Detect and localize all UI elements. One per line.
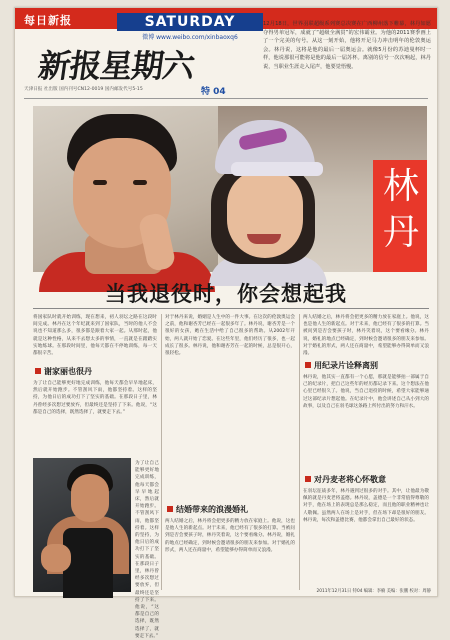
subhead-1-text: 谢家丽也很丹 (44, 367, 92, 376)
newspaper-page (14, 7, 438, 639)
intro-paragraph: 12月18日，世界羽联超级系列赛总决赛在广西柳州落下帷幕，林丹如愿夺得男单冠军，成就了“超级全满贯”的宏伟霸业。为他的2011赛季画上了一个完美的句号。从这一刻开始，他将开足马力冲击明年的伦敦奥运会。林丹说，这将是他的最后一届奥运会。就像5月份的苏迪曼杯时一样，他说那很可能将是他的最后一届苏杯。离别的信号一次次响起，林丹说，当职业生涯走入尾声，他要觉悟慢。 (263, 21, 431, 70)
subhead-4 (305, 474, 386, 485)
article-col3-para2: 林丹说，他其实一直都有一个心愿，那就是能够拍一部属于自己的纪录片，把自己这些年的经历都记录下来。这个想法在他心里已经很久了。他说，当自己退役的时候，希望大家能够通过这部纪录片想起他。在纪录片中，他会讲述自己从小到大的故事，以及自己在羽毛球这条路上所付出的努力和汗水。 (303, 375, 429, 409)
section-label: 特 04 (201, 87, 226, 97)
page-footer: 2011年12月31日 特04 编辑：李楠 美编：张鹏 校对：周静 (316, 589, 431, 594)
bullet-square-icon (167, 506, 173, 512)
saturday-banner: SATURDAY (117, 13, 263, 31)
article-col2-para: 对于林丹来说，婚姻是人生中的一件大事。在这次的伦敦奥运会之前，他和谢杏芳已经在一起很多年了。林丹说，谢杏芳是一个很好的女孩，她在生活中给了自己很多的帮助。从2002年开始，两人就开始了恋爱。在这些年里，他们经历了很多，也一起成长了很多。林丹说，他和谢杏芳在一起的时候，总是很开心，很轻松。 (165, 315, 295, 357)
weibo-url: 微博 www.weibo.com/xinbaoxq6 (142, 34, 238, 41)
subhead-3 (305, 360, 378, 371)
masthead-title: 新报星期六 (36, 47, 197, 85)
column-divider-1 (161, 314, 162, 590)
man-eye-right (133, 180, 147, 185)
article-col1-para: 将国家队时就开始训练，现在想来，初人羽坛之路在这段时间完成。林丹在这个年纪就来到了国家队，当时的他人不会说也不知道那么多，很多都是跟着大家一起。从那时起，他就是这种性格，从来不去想太多的事情，一直就是在踏踏实实地练球。在那段时间里，他每天都在不停地训练，每一天都很辛苦。 (33, 315, 157, 357)
inset-photo (33, 458, 131, 592)
headline: 当我退役时，你会想起我 (105, 282, 347, 306)
subhead-1 (35, 366, 92, 377)
article-col1-narrow: 为了让自己能够更好地完成训练，他每天都会早早地起床，然后就开始跑步。不管刮风下雨，他都坚持着。这样的坚持，为他日后的成功打下了坚实的基础。在那段日子里，林丹曾经多次想过要放弃，但最终还是坚持了下来。他说，“这都是自己的选择，既然选择了，就要走下去。” (135, 461, 159, 639)
cap-brim (231, 162, 323, 176)
subhead-2-text: 结婚带来的浪漫婚礼 (176, 505, 248, 514)
woman-face (227, 170, 303, 258)
brand-logo: 每日新报 (24, 14, 72, 27)
headline-rule (33, 308, 429, 309)
subhead-2 (167, 504, 248, 515)
publication-info: 天津日报 社出版 国内刊号CN12-0019 国内邮发代号5-15 (24, 87, 143, 92)
subhead-3-text: 用纪录片诠释离别 (314, 361, 378, 370)
article-col3-para: 两人结婚之后，林丹将会把更多的精力放在家庭上。他说，这也是他人生的新起点。对于未来，他已经有了很多的打算。当被问到是否会要孩子时，林丹笑着说，这个要看缘分。林丹说，婚礼的地点已经确定，到时候会邀请很多的朋友来参加。对于婚礼的形式，两人还在商量中，希望能够办得简单而又浪漫。 (303, 315, 429, 357)
bullet-square-icon (305, 476, 311, 482)
article-col3-para3: 在羽坛征战多年，林丹遇到过很多的对手。其中，让他最为敬佩的就是丹麦老将盖德。林丹说，盖德是一个非常值得尊敬的对手，他在场上的表现总是那么稳定，而且他的职业精神也让人敬佩。虽然两人在场上是对手，但在场下却是很好的朋友。林丹说，每次和盖德比赛，他都会拿出自己最好的状态。 (303, 489, 429, 523)
main-photo (33, 106, 427, 272)
man-eye-left (93, 180, 107, 185)
bullet-square-icon (35, 368, 41, 374)
article-col2-para2: 两人结婚之后，林丹将会把更多的精力放在家庭上。他说，这也是他人生的新起点。对于未来，他已经有了很多的打算。当被问到是否会要孩子时，林丹笑着说，这个要看缘分。林丹说，婚礼的地点已经确定，到时候会邀请很多的朋友来参加。对于婚礼的形式，两人还在商量中，希望能够办得简单而又浪漫。 (165, 519, 295, 553)
article-col1-para2: 为了让自己能够更好地完成训练，他每天都会早早地起床，然后就开始跑步。不管刮风下雨，他都坚持着。这样的坚持，为他日后的成功打下了坚实的基础。在那段日子里，林丹曾经多次想过要放弃，但最终还是坚持了下来。他说，“这都是自己的选择，既然选择了，就要走下去。” (33, 381, 157, 415)
woman-smile (247, 234, 281, 244)
player-face (71, 474, 109, 522)
name-vertical-text: 林丹 (382, 166, 419, 253)
header-divider (24, 98, 428, 99)
player-fist (41, 544, 71, 572)
column-divider-2 (299, 314, 300, 590)
bullet-square-icon (305, 362, 311, 368)
subhead-4-text: 对丹麦老将心怀敬意 (314, 475, 386, 484)
